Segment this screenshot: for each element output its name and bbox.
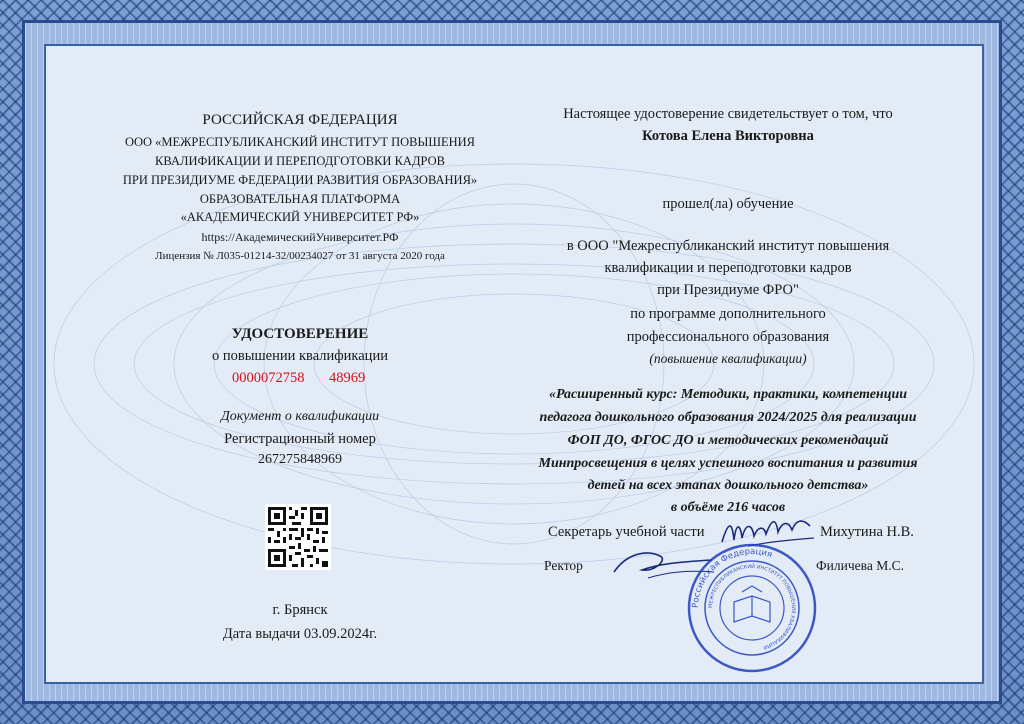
country-title: РОССИЙСКАЯ ФЕДЕРАЦИЯ xyxy=(202,112,398,128)
org-line: ООО «МЕЖРЕСПУБЛИКАНСКИЙ ИНСТИТУТ ПОВЫШЕНИЯ xyxy=(124,135,476,149)
institution-line: в ООО "Межреспубликанский институт повышения xyxy=(566,238,890,254)
program-line: профессионального образования xyxy=(626,329,830,345)
stamp-inner-text: МЕЖРЕСПУБЛИКАНСКИЙ ИНСТИТУТ ПОВЫШЕНИЯ КВАЛИФИКАЦИИ xyxy=(707,563,797,651)
document-subtitle: о повышении квалификации xyxy=(212,348,388,364)
platform-line: ОБРАЗОВАТЕЛЬНАЯ ПЛАТФОРМА xyxy=(199,192,401,206)
document-title: УДОСТОВЕРЕНИЕ xyxy=(231,326,369,342)
org-line: КВАЛИФИКАЦИИ И ПЕРЕПОДГОТОВКИ КАДРОВ xyxy=(155,154,445,168)
institution-line: квалификации и переподготовки кадров xyxy=(604,260,852,276)
org-line: ПРИ ПРЕЗИДИУМЕ ФЕДЕРАЦИИ РАЗВИТИЯ ОБРАЗОВАНИЯ» xyxy=(122,173,478,187)
course-line: Минпросвещения в целях успешного воспитания и развития xyxy=(538,456,918,471)
serial-number: 0000072758 xyxy=(232,370,305,386)
stamp-outer-text: Российская Федерация xyxy=(690,546,774,609)
qr-code xyxy=(265,504,331,570)
institution-line: при Президиуме ФРО" xyxy=(657,282,799,298)
rector-name: Филичева М.С. xyxy=(816,558,904,573)
recipient-name: Котова Елена Викторовна xyxy=(642,128,814,144)
city: г. Брянск xyxy=(272,602,328,618)
certificate-body xyxy=(44,44,984,684)
book-emblem-icon xyxy=(734,586,770,622)
rector-label: Ректор xyxy=(544,558,583,573)
document-type-label: Документ о квалификации xyxy=(220,409,380,424)
course-hours: в объёме 216 часов xyxy=(670,500,786,515)
website-url: https://АкадемическийУниверситет.РФ xyxy=(201,230,399,244)
registration-number: 267275848969 xyxy=(258,452,342,467)
course-line: педагога дошкольного образования 2024/2025 для реализации xyxy=(539,410,917,425)
course-line: ФОП ДО, ФГОС ДО и методических рекомендаций xyxy=(567,433,889,448)
program-type: (повышение квалификации) xyxy=(649,351,807,366)
issue-date: Дата выдачи 03.09.2024г. xyxy=(222,626,378,642)
registration-label: Регистрационный номер xyxy=(224,431,376,447)
secretary-label: Секретарь учебной части xyxy=(548,524,705,540)
license-text: Лицензия № Л035-01214-32/00234027 от 31 августа 2020 года xyxy=(155,250,445,262)
secretary-name: Михутина Н.В. xyxy=(820,524,914,540)
course-line: детей на всех этапах дошкольного детства» xyxy=(587,478,869,493)
program-line: по программе дополнительного xyxy=(630,306,826,322)
official-stamp xyxy=(686,542,818,674)
intro-text: Настоящее удостоверение свидетельствует о том, что xyxy=(563,106,893,122)
platform-name: «АКАДЕМИЧЕСКИЙ УНИВЕРСИТЕТ РФ» xyxy=(180,210,420,224)
course-line: «Расширенный курс: Методики, практики, компетенции xyxy=(548,387,908,402)
serial-suffix: 48969 xyxy=(329,370,366,386)
completed-text: прошел(ла) обучение xyxy=(662,196,794,212)
